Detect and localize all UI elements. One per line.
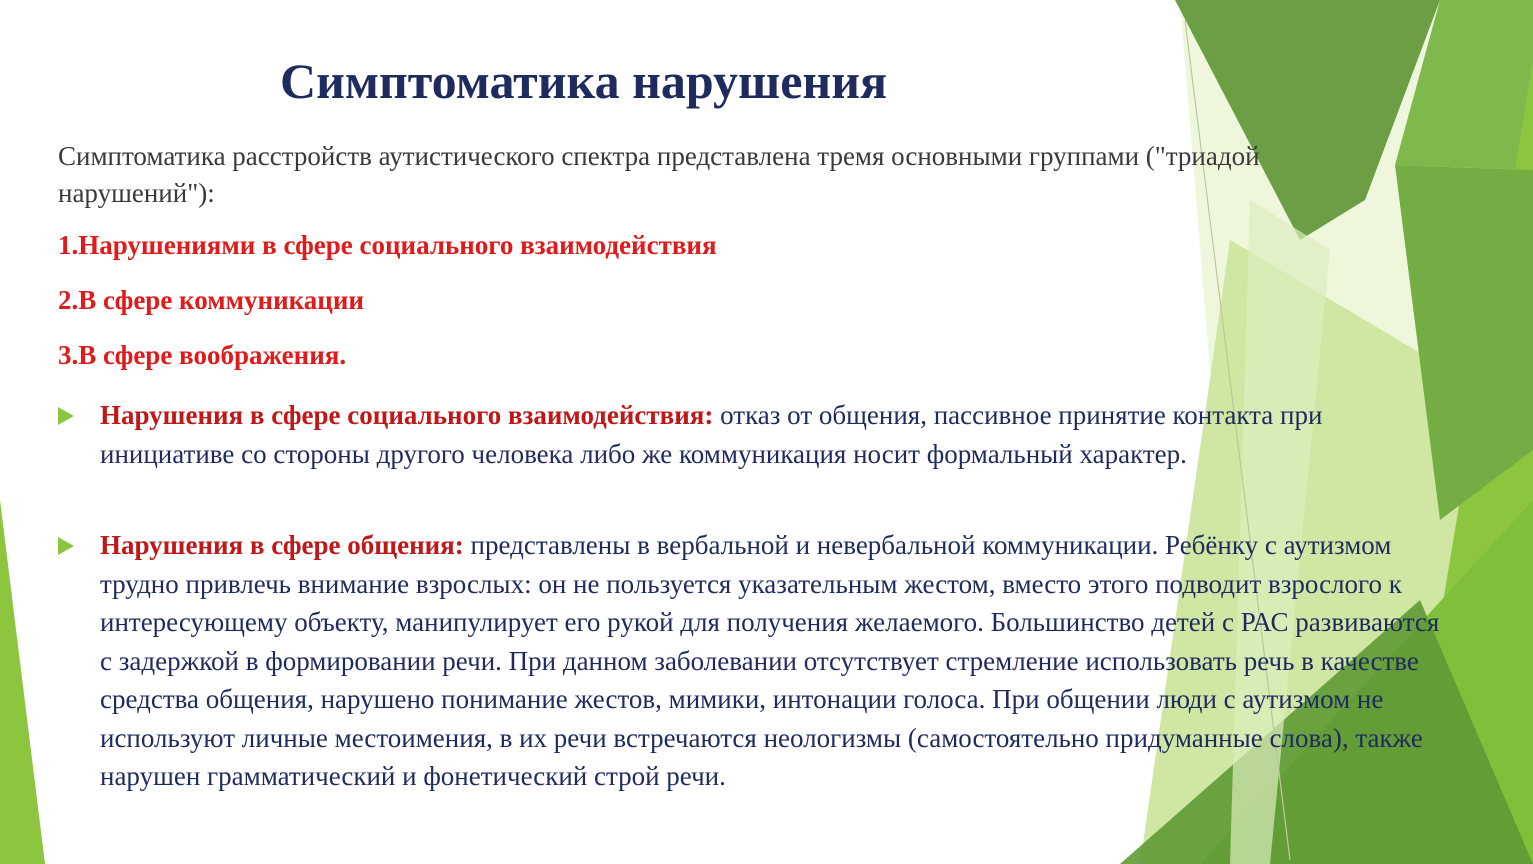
numbered-item-1: 1.Нарушениями в сфере социального взаимодействия (58, 230, 717, 260)
bullet-body: представлены в вербальной и невербальной коммуникации. Ребёнку с аутизмом трудно привлечь внимание взрослых: он не пользуется указательным жестом, вместо этого подводит взрослого к интересующему объекту, манипулирует его рукой для получения желаемого. Большинство детей с РАС развиваются с задержкой в формировании речи. При данном заболевании отсутствует стремление использовать речь в качестве средства общения, нарушено понимание жестов, мимики, интонации голоса. При общении люди с аутизмом не используют личные местоимения, в их речи встречаются неологизмы (самостоятельно придуманные слова), также нарушен грамматический и фонетический строй речи. (100, 530, 1440, 791)
bullet-heading: Нарушения в сфере социального взаимодействия: (100, 400, 714, 430)
intro-paragraph: Симптоматика расстройств аутистического спектра представлена тремя основными группами ("триадой нарушений"): (58, 141, 1260, 208)
bullet-text (100, 526, 1445, 796)
bg-shape-left-bottom (0, 500, 45, 864)
bullet-communication (58, 526, 1458, 796)
bullet-arrow-icon (58, 537, 74, 555)
bullet-arrow-icon (58, 407, 74, 425)
bullet-body: отказ от общения, пассивное принятие контакта при инициативе со стороны другого человека либо же коммуникация носит формальный характер. (100, 400, 1323, 469)
bullet-heading: Нарушения в сфере общения: (100, 530, 464, 560)
bullet-text (100, 396, 1445, 473)
numbered-item-3: 3.В сфере воображения. (58, 340, 347, 370)
bullet-social-interaction (58, 396, 1458, 473)
page-title: Симптоматика нарушения (280, 53, 888, 109)
numbered-item-2: 2.В сфере коммуникации (58, 285, 364, 315)
